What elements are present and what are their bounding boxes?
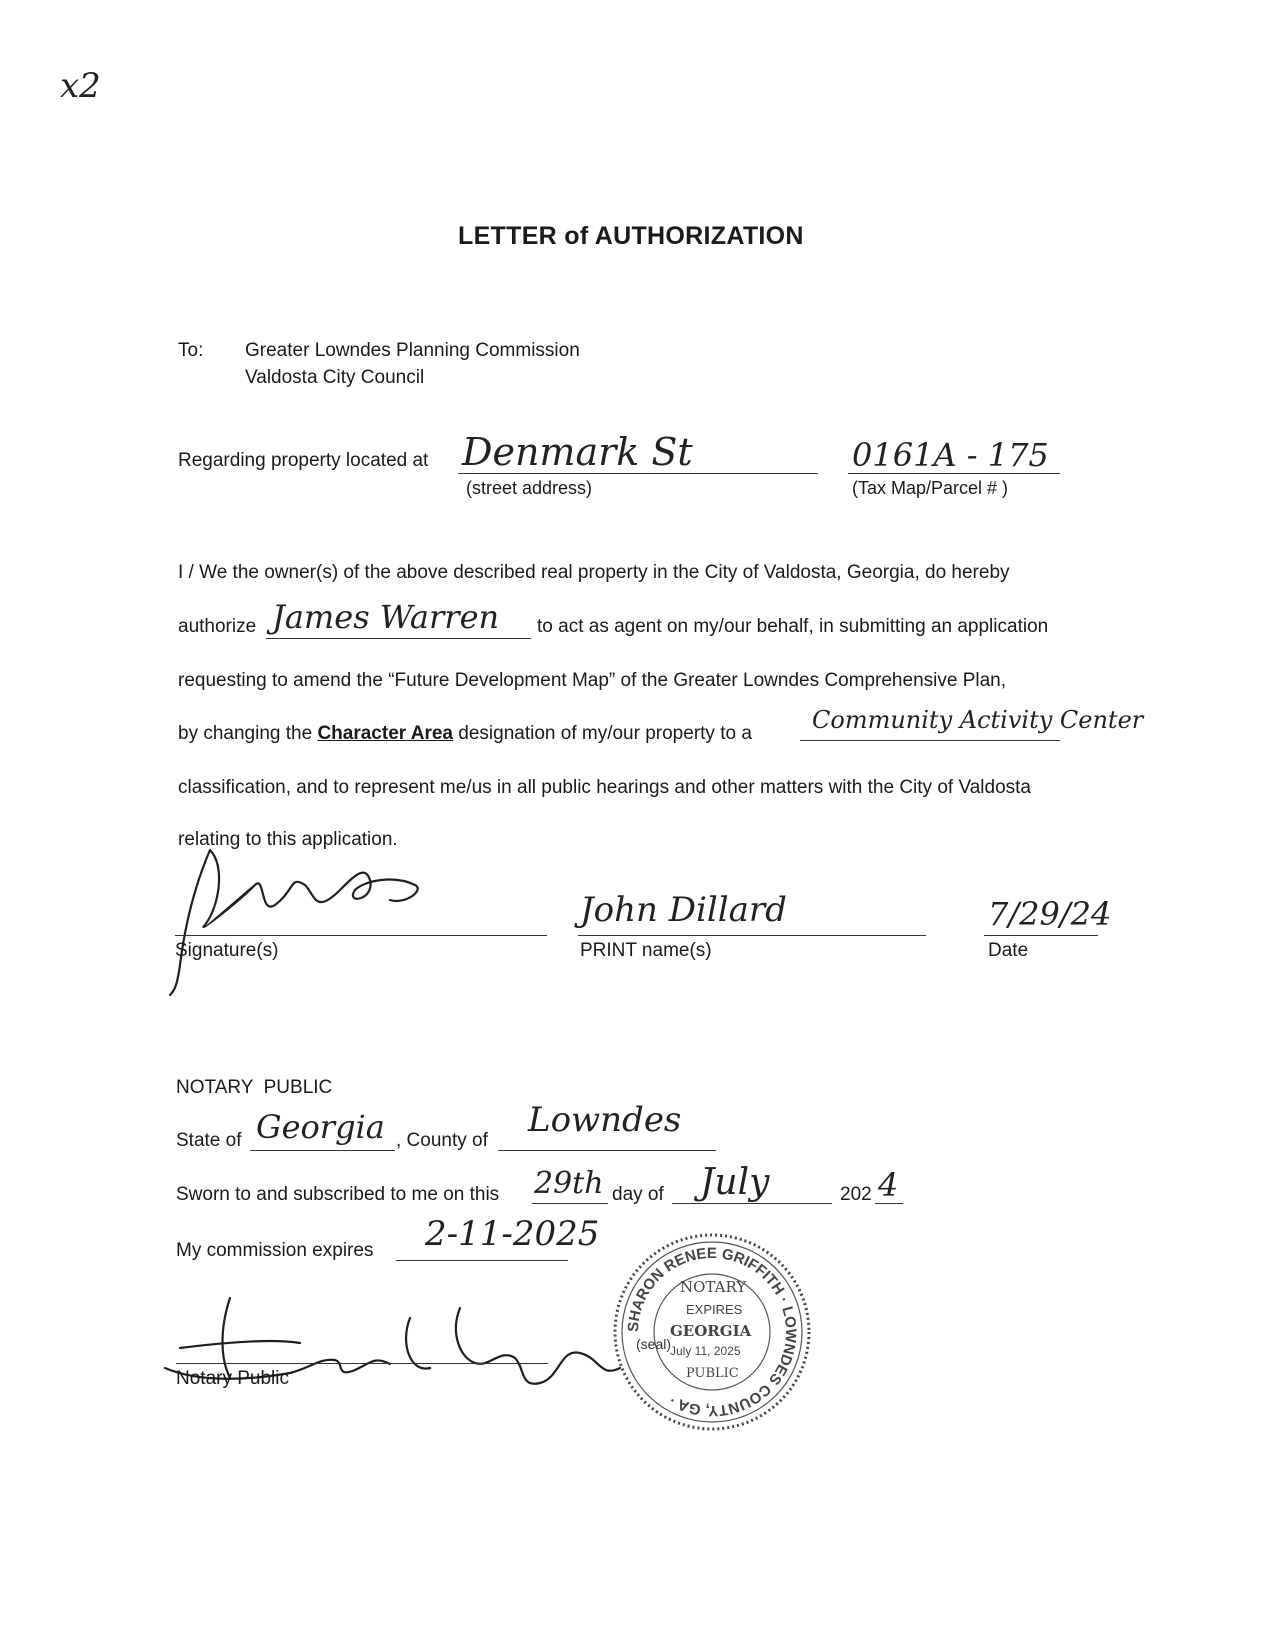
street-address-line bbox=[458, 473, 818, 474]
signature-line bbox=[175, 935, 547, 936]
day-of-label: day of bbox=[612, 1184, 664, 1205]
day-line bbox=[532, 1203, 608, 1204]
county-value: Lowndes bbox=[528, 1100, 682, 1140]
county-label: , County of bbox=[396, 1130, 488, 1151]
year-digit-value: 4 bbox=[878, 1166, 899, 1204]
page-title: LETTER of AUTHORIZATION bbox=[458, 222, 804, 250]
seal-notary: NOTARY bbox=[680, 1278, 747, 1296]
agent-name-line bbox=[266, 638, 531, 639]
classification-line bbox=[800, 740, 1060, 741]
body-line-4 bbox=[178, 723, 752, 745]
character-area-emphasis: Character Area bbox=[317, 723, 453, 744]
seal-ring-text: SHARON RENEE GRIFFITH · LOWNDES COUNTY, GA · bbox=[624, 1244, 800, 1420]
seal-label: (seal) bbox=[636, 1336, 672, 1352]
parcel-value: 0161A - 175 bbox=[852, 436, 1049, 474]
print-name-value: John Dillard bbox=[580, 890, 787, 930]
street-address-caption: (street address) bbox=[466, 478, 593, 498]
authorize-prefix: authorize bbox=[178, 616, 257, 637]
county-line bbox=[498, 1150, 716, 1151]
to-label: To: bbox=[178, 340, 204, 361]
seal-expiry-date: July 11, 2025 bbox=[670, 1344, 741, 1358]
body-line-5: classification, and to represent me/us in all public hearings and other matters with the City of Valdosta bbox=[178, 777, 1031, 798]
recipient-line-1: Greater Lowndes Planning Commission bbox=[245, 340, 580, 361]
date-caption: Date bbox=[988, 940, 1029, 961]
notary-signature-mark bbox=[160, 1288, 640, 1408]
date-value: 7/29/24 bbox=[988, 895, 1112, 933]
year-line bbox=[875, 1203, 903, 1204]
corner-mark: x2 bbox=[60, 66, 101, 106]
month-value: July bbox=[700, 1162, 770, 1203]
agent-name-value: James Warren bbox=[272, 598, 500, 636]
notary-signature-line bbox=[176, 1363, 548, 1364]
body-line-1: I / We the owner(s) of the above described real property in the City of Valdosta, Georgia, do hereby bbox=[178, 562, 1010, 583]
line4-suffix: designation of my/our property to a bbox=[458, 723, 752, 744]
line4-prefix: by changing the bbox=[178, 723, 313, 744]
year-prefix: 202 bbox=[840, 1184, 872, 1205]
street-address-value: Denmark St bbox=[462, 430, 693, 474]
seal-public: PUBLIC bbox=[686, 1366, 739, 1381]
notary-caption: Notary Public bbox=[176, 1368, 289, 1389]
day-value: 29th bbox=[534, 1166, 604, 1201]
sworn-prefix: Sworn to and subscribed to me on this bbox=[176, 1184, 500, 1205]
recipient-line-2: Valdosta City Council bbox=[245, 367, 425, 388]
state-line bbox=[250, 1150, 395, 1151]
notary-heading: NOTARY PUBLIC bbox=[176, 1077, 333, 1098]
month-line bbox=[672, 1203, 832, 1204]
classification-value: Community Activity Center bbox=[812, 706, 1144, 734]
state-label: State of bbox=[176, 1130, 242, 1151]
commission-label: My commission expires bbox=[176, 1240, 374, 1261]
authorize-suffix: to act as agent on my/our behalf, in submitting an application bbox=[537, 616, 1049, 637]
date-line bbox=[984, 935, 1098, 936]
state-value: Georgia bbox=[256, 1108, 385, 1146]
body-line-3: requesting to amend the “Future Development Map” of the Greater Lowndes Comprehensive Plan, bbox=[178, 670, 1007, 691]
parcel-caption: (Tax Map/Parcel # ) bbox=[852, 478, 1009, 498]
parcel-line bbox=[848, 473, 1060, 474]
body-line-6: relating to this application. bbox=[178, 829, 398, 850]
seal-expires: EXPIRES bbox=[686, 1302, 743, 1317]
print-name-caption: PRINT name(s) bbox=[580, 940, 712, 961]
signature-caption: Signature(s) bbox=[175, 940, 279, 961]
print-name-line bbox=[578, 935, 926, 936]
property-label: Regarding property located at bbox=[178, 450, 429, 471]
owner-signature-mark bbox=[165, 845, 445, 995]
notary-seal bbox=[612, 1232, 812, 1432]
commission-line bbox=[396, 1260, 568, 1261]
commission-date-value: 2-11-2025 bbox=[425, 1214, 600, 1254]
seal-georgia: GEORGIA bbox=[670, 1322, 752, 1340]
